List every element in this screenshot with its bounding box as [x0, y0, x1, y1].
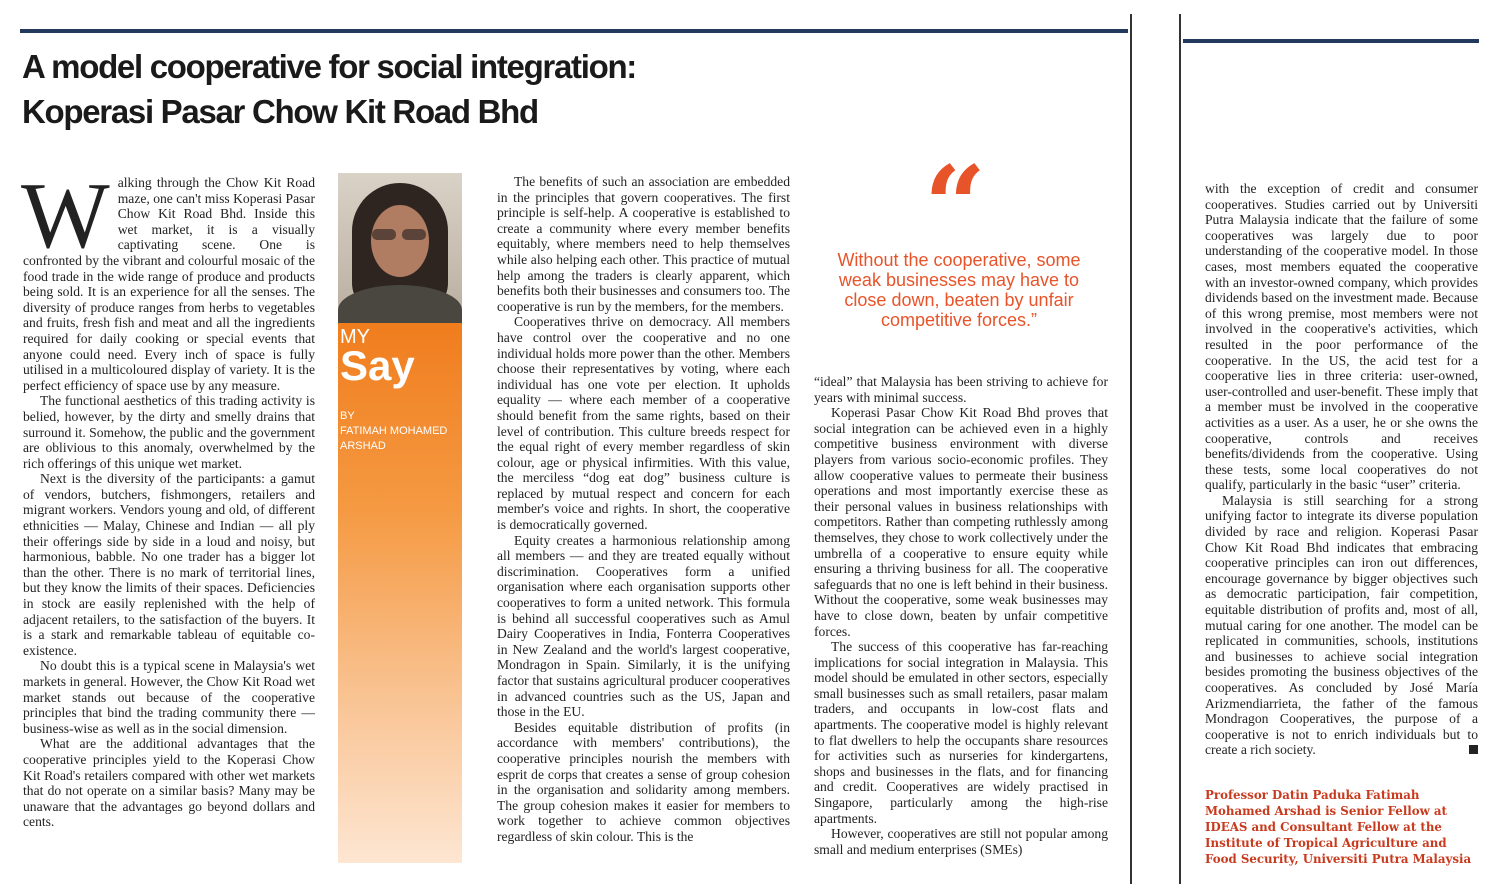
- my-say-column-bar: [338, 323, 462, 863]
- paragraph: The success of this cooperative has far-reaching implications for social integration in Malaysia. This model should be emulated in other sectors, especially small businesses such as small retailers, pasar malam traders, and occupants in low-cost flats and apartments. The cooperative model is highly relevant to flat dwellers to help the occupants share resources for activities such as nurseries for kindergartens, shops and businesses in the flats, and for financing and credit. Cooperatives are widely practised in Singapore, particularly among the high-rise apartments.: [814, 639, 1108, 826]
- end-of-article-icon: [1469, 745, 1478, 754]
- column-label-say: Say: [340, 342, 415, 389]
- top-rule-left: [20, 29, 1128, 33]
- headline: [22, 44, 1122, 134]
- paragraph: No doubt this is a typical scene in Malaysia's wet markets in general. However, the Chow Kit Road wet market stands out because of the cooperative principles that bind the trading community there — business-wise as well as in the social dimension.: [23, 658, 315, 736]
- paragraph: Cooperatives thrive on democracy. All members have control over the cooperative and no one individual holds more power than the other. Members choose their representatives by voting, where each individual has one vote per election. It upholds equality — where each member of a cooperative should benefit from the same rights, based on their level of contribution. This culture breeds respect for the equal right of every member regardless of skin colour, age or physical infirmities. With this value, the merciless “dog eat dog” business culture is replaced by mutual respect and concern for each member's voice and rights. In short, the cooperative is democratically governed.: [497, 314, 790, 533]
- article-column-3: [814, 374, 1108, 857]
- page-gutter-line-left: [1130, 14, 1132, 884]
- article-column-1: [21, 164, 315, 830]
- glasses-icon: [372, 229, 428, 241]
- byline: [340, 409, 462, 454]
- article-column-2: [497, 174, 790, 845]
- headline-line-2: Koperasi Pasar Chow Kit Road Bhd: [22, 93, 538, 130]
- headline-line-1: A model cooperative for social integration:: [22, 48, 636, 85]
- paragraph: Equity creates a harmonious relationship among all members — and they are treated equally without discrimination. Cooperatives form a unified organisation where each organisation supports other cooperatives to form a united network. This formula is behind all successful cooperatives such as Amul Dairy Cooperatives in India, Fonterra Cooperatives in New Zealand and the world's largest cooperative, Mondragon in Spain. Similarly, it is the unifying factor that sustains agricultural producer cooperatives in advanced countries such as the US, Japan and those in the EU.: [497, 532, 790, 720]
- paragraph: What are the additional advantages that the cooperative principles yield to the Koperasi Chow Kit Road's retailers compared with other wet markets that do not operate on a similar basis? Many may be unaware that the advantages go beyond dollars and cents.: [23, 736, 315, 830]
- paragraph: Malaysia is still searching for a strong unifying factor to integrate its diverse population divided by race and religion. Koperasi Pasar Chow Kit Road Bhd indicates that embracing cooperative principles can iron out differences, encourage governance by bigger objectives such as democratic participation, fair competition, equitable distribution of profits and, most of all, mutual caring for one another. The model can be replicated in communities, schools, institutions and businesses to achieve social integration besides promoting the business objectives of the cooperatives. As concluded by José María Arizmendiarrieta, the father of the famous Mondragon Cooperatives, the purpose of a cooperative is not to enrich individuals but to create a rich society.: [1205, 492, 1478, 758]
- paragraph: The benefits of such an association are embedded in the principles that govern cooperatives. The first principle is self-help. A cooperative is established to create a community where every member benefits equitably, where members need to help themselves while also helping each other. This practice of mutual help among the traders is clearly apparent, which benefits both their businesses and consumers too. The cooperative is run by the members, for the members.: [497, 174, 790, 314]
- top-rule-right: [1183, 39, 1479, 43]
- paragraph: “ideal” that Malaysia has been striving to achieve for years with minimal success.: [814, 374, 1108, 405]
- paragraph: However, cooperatives are still not popular among small and medium enterprises (SMEs): [814, 826, 1108, 857]
- author-bio: Professor Datin Paduka Fatimah Mohamed Arshad is Senior Fellow at IDEAS and Consultant Fellow at the Institute of Tropical Agriculture and Food Security, Universiti Putra Malaysia: [1205, 788, 1472, 866]
- page-gutter-line-right: [1179, 14, 1181, 884]
- paragraph: The functional aesthetics of this trading activity is belied, however, by the dirty and smelly drains that surround it. Somehow, the public and the government are oblivious to this anomaly, overwhelmed by the rich offerings of this unique wet market.: [23, 393, 315, 471]
- quote-mark-icon: “: [923, 143, 987, 269]
- byline-author: FATIMAH MOHAMED ARSHAD: [340, 425, 448, 452]
- paragraph: Next is the diversity of the participants: a gamut of vendors, butchers, fishmongers, retailers and migrant workers. Vendors young and old, of different ethnicities — Malay, Chinese and Indian — all ply their offerings side by side in a loud and noisy, but harmonious, babble. No one trader has a bigger lot than the other. There is no mark of territorial lines, but they know the limits of their spaces. Deficiencies in stock are easily replenished with the help of adjacent retailers, to the satisfaction of the buyers. It is a stark and remarkable tableau of equitable co-existence.: [23, 471, 315, 658]
- byline-by: BY: [340, 410, 355, 422]
- article-column-4: [1205, 181, 1478, 758]
- paragraph: with the exception of credit and consumer cooperatives. Studies carried out by Universiti Putra Malaysia indicate that the failure of some cooperatives was largely due to poor understanding of the cooperative model. In those cases, most members equated the cooperative with an investor-owned company, which provides dividends based on the investment made. Because of this wrong premise, most members were not involved in the cooperative's activities, which resulted in the poor performance of the cooperative. In the US, the acid test for a cooperative lies in three criteria: user-owned, user-controlled and user-benefit. These imply that a member must be involved in the cooperative activities as a user. As a user, he or she owns the cooperative, controls and receives benefits/dividends from the cooperative. Using these tests, some local cooperatives do not qualify, particularly in the basic “user” criteria.: [1205, 181, 1478, 493]
- column-label-my: MY: [340, 326, 370, 348]
- author-photo: [338, 173, 462, 323]
- paragraph: Besides equitable distribution of profits (in accordance with members' contributions), the cooperative principles nourish the members with esprit de corps that creates a sense of group cohesion in the organisation and solidarity among members. The group cohesion makes it easier for members to work together to achieve common objectives regardless of skin colour. This is the: [497, 719, 790, 844]
- paragraph: Walking through the Chow Kit Road maze, one can't miss Koperasi Pasar Chow Kit Road Bhd. Inside this wet market, it is a visually captivating scene. One is confronted by the vibrant and colourful mosaic of the food trade in the wide range of produce and products being sold. It is an experience for all the senses. The diversity of produce ranges from herbs to vegetables and fruits, fresh fish and meat and all the ingredients required for daily cooking or special events that anyone could need. Every inch of space is fully utilised in a multicoloured display of variety. It is the perfect efficiency of space use by any measure.: [21, 164, 315, 393]
- drop-cap: W: [21, 164, 110, 268]
- pull-quote: Without the cooperative, some weak businesses may have to close down, beaten by unfair competitive forces.”: [837, 250, 1081, 330]
- author-face: [371, 205, 429, 277]
- paragraph: Koperasi Pasar Chow Kit Road Bhd proves that social integration can be achieved even in a highly competitive business environment with diverse players from various socio-economic profiles. They allow cooperative values to permeate their business operations and most importantly exercise these as their personal values in business relationships with competitors. Rather than competing ruthlessly among themselves, they chose to work collectively under the umbrella of a cooperative to ensure equity while ensuring a thriving business for all. The cooperative safeguards that no one is left behind in their business. Without the cooperative, some weak businesses may have to close down, beaten by unfair competitive forces.: [814, 405, 1108, 639]
